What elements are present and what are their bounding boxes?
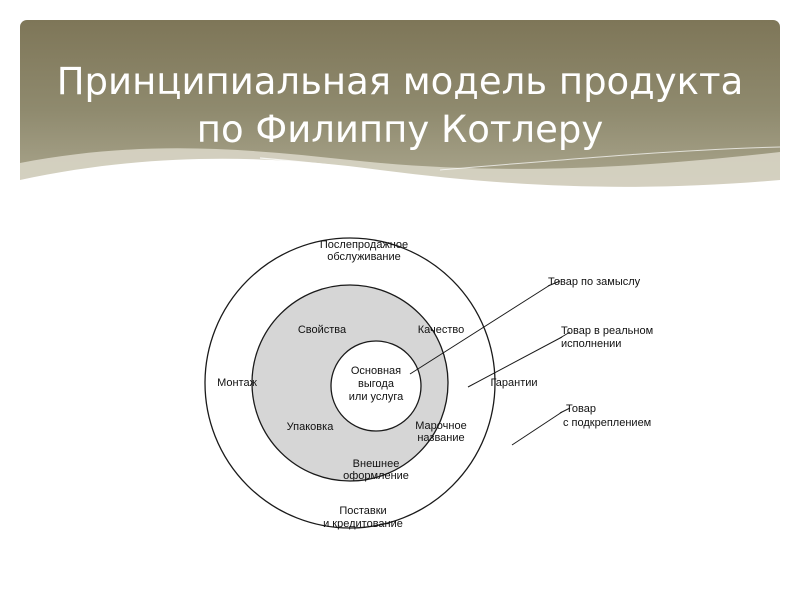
label-packaging: Упаковка <box>286 421 334 433</box>
callout-actual-2: исполнении <box>561 338 622 350</box>
label-after-sales-2: обслуживание <box>327 251 401 263</box>
callout-actual-1: Товар в реальном <box>561 325 654 337</box>
label-delivery-1: Поставки <box>339 505 387 517</box>
callout-augmented-2: с подкреплением <box>563 417 652 429</box>
label-brand-2: название <box>417 432 465 444</box>
label-design-2: оформление <box>343 470 409 482</box>
title-line-2: по Филиппу Котлеру <box>196 108 604 151</box>
label-after-sales-1: Послепродажное <box>319 239 409 251</box>
label-properties: Свойства <box>297 324 347 336</box>
label-installation: Монтаж <box>217 377 257 389</box>
product-model-diagram <box>100 187 700 587</box>
label-core-3: или услуга <box>348 391 404 403</box>
slide-title <box>20 58 780 154</box>
label-core-1: Основная <box>350 365 402 377</box>
callout-by-design: Товар по замыслу <box>548 276 641 288</box>
label-delivery-2: и кредитование <box>323 518 403 530</box>
label-core-2: выгода <box>358 378 394 390</box>
label-design-1: Внешнее <box>352 458 400 470</box>
label-quality: Качество <box>417 324 465 336</box>
title-line-1: Принципиальная модель продукта <box>56 60 744 103</box>
label-brand-1: Марочное <box>415 420 467 432</box>
label-warranty: Гарантии <box>490 377 538 389</box>
callout-augmented-1: Товар <box>566 403 596 415</box>
